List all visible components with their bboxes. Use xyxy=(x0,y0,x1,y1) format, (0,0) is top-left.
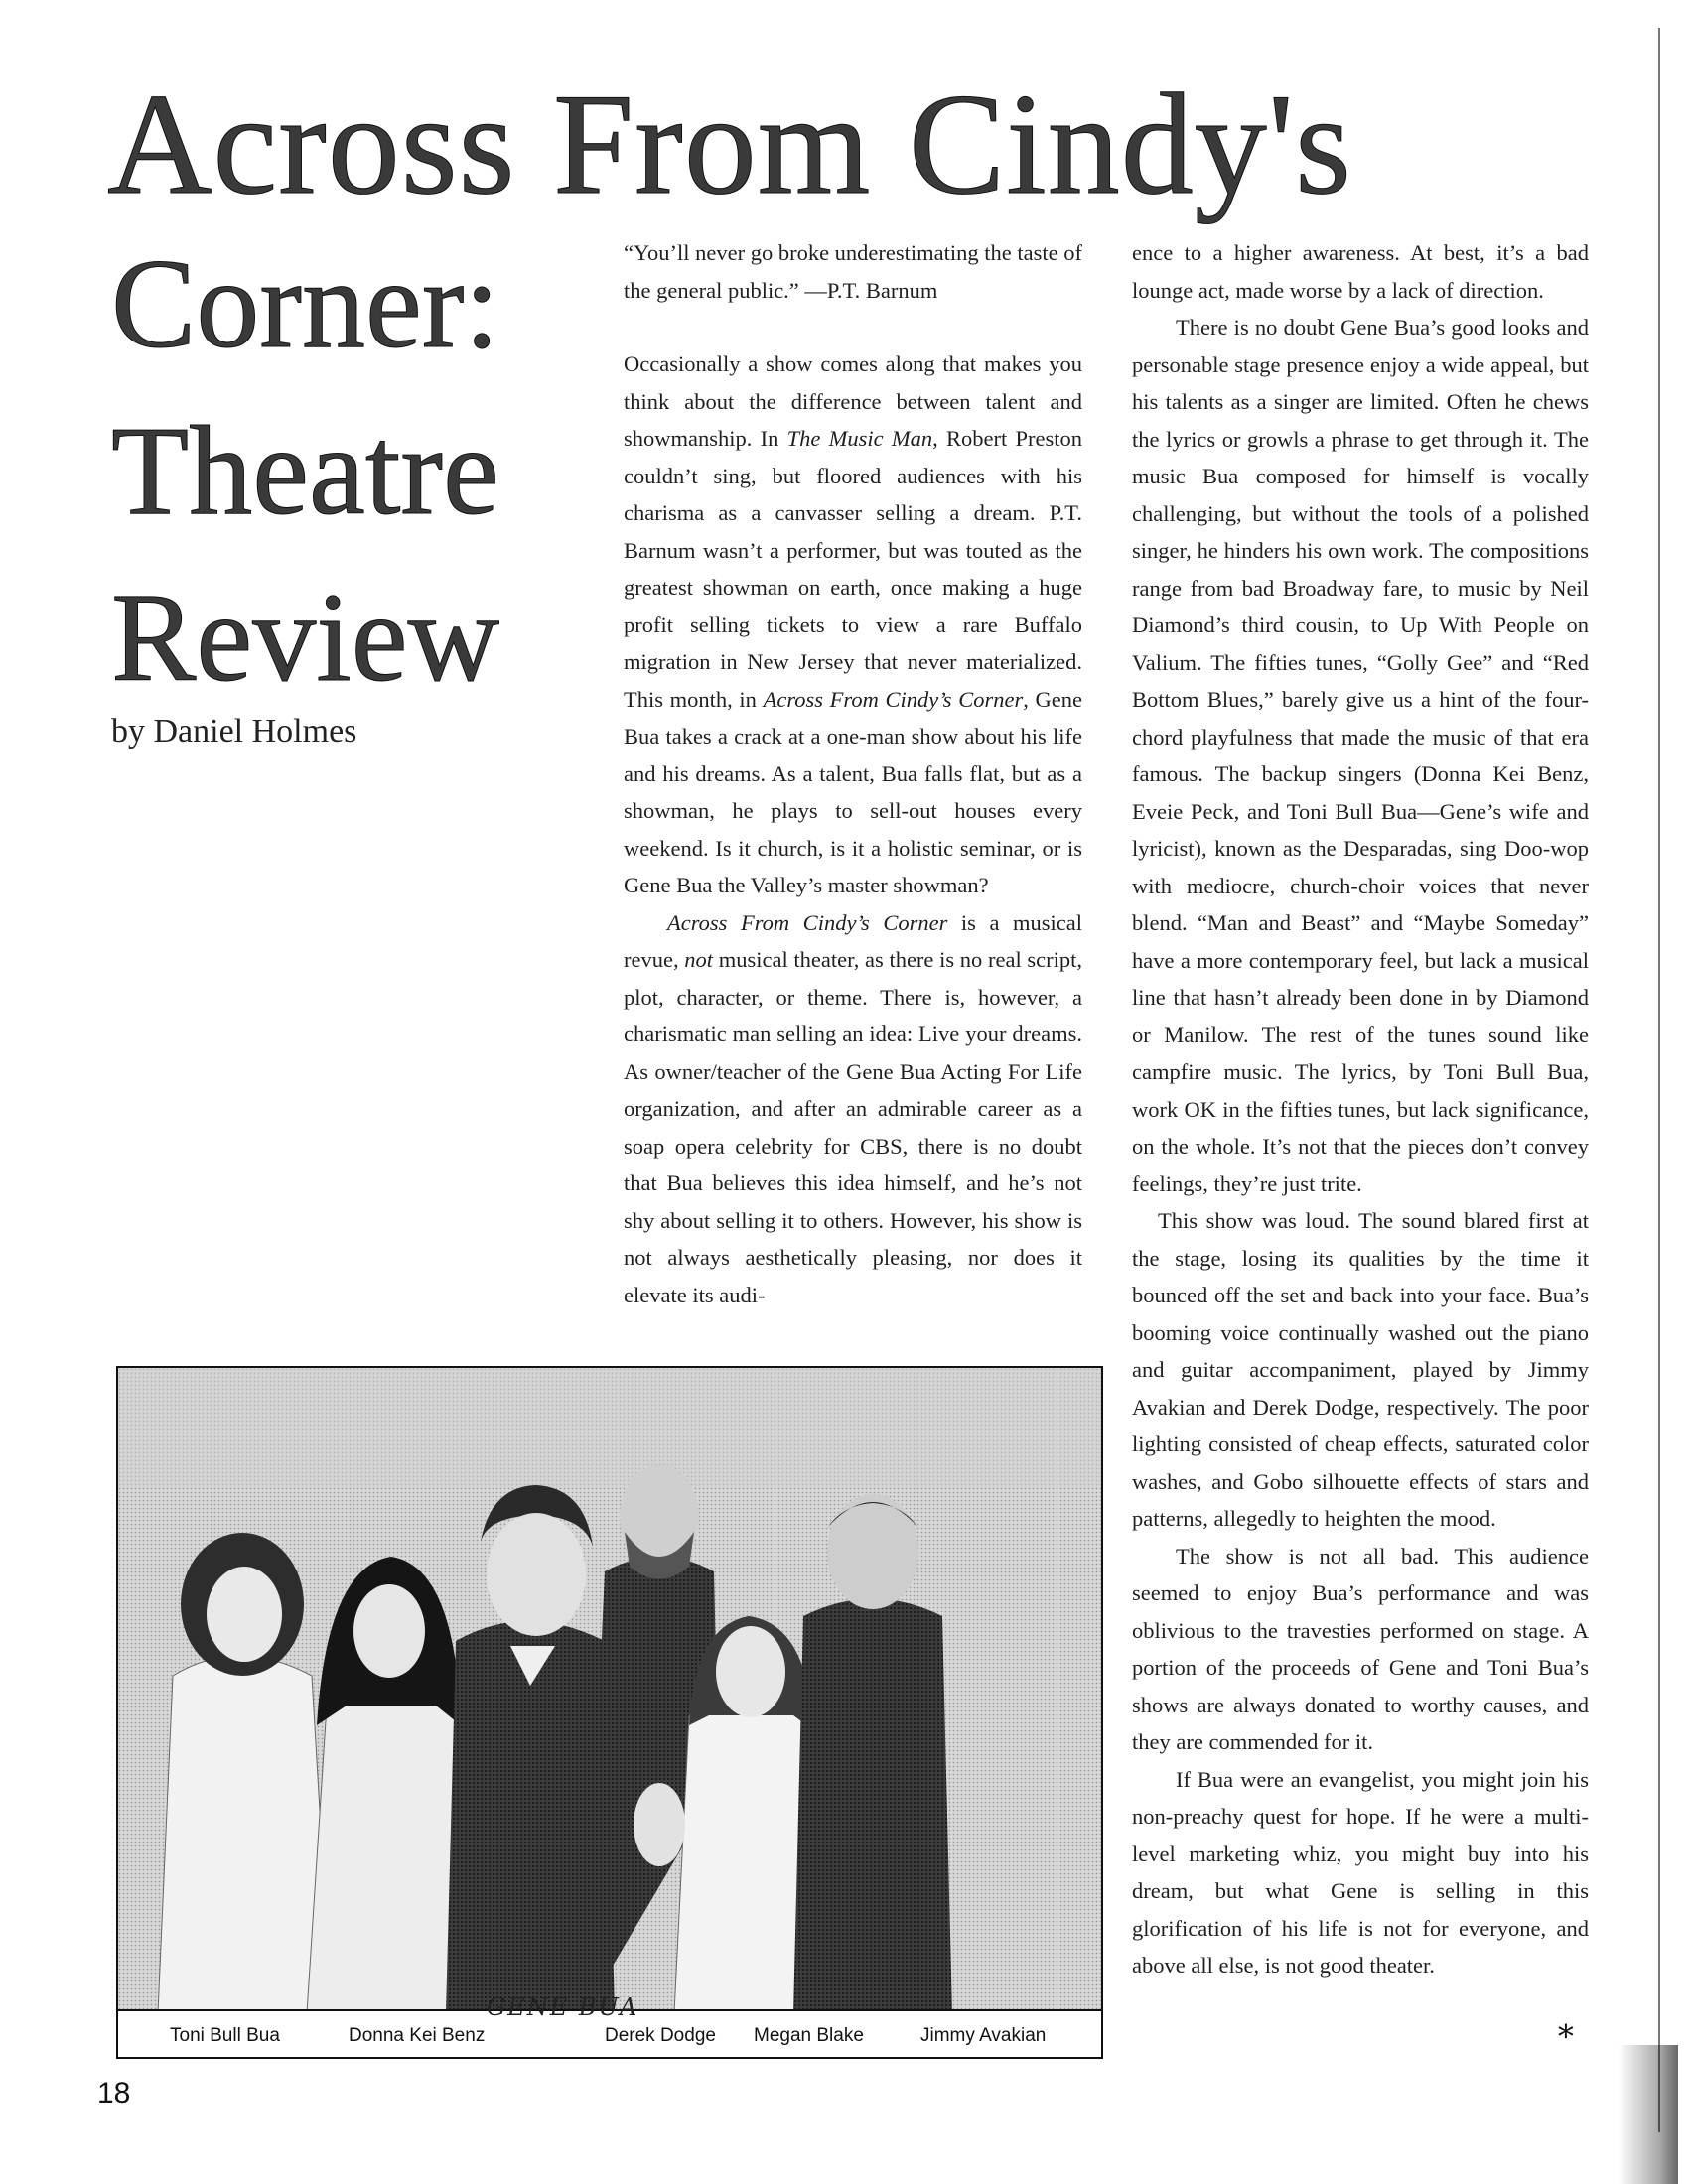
byline: by Daniel Holmes xyxy=(111,713,357,750)
end-mark: ∗ xyxy=(1555,2012,1577,2048)
cast-photo-illustration xyxy=(118,1368,1101,2013)
cast-photo xyxy=(116,1366,1103,2059)
page-edge-line xyxy=(1658,28,1660,2132)
caption-name-derek: Derek Dodge xyxy=(605,2025,716,2046)
headline-stack xyxy=(111,220,499,721)
paragraph-2: Across From Cindy’s Corner is a musical revue, not musical theater, as there is no real script, plot, character, or theme. There is, however, a charismatic man selling an idea: Live your dreams. As owner/teacher of the Gene Bua Acting For Life organization, and after an admirable career as a soap opera celebrity for CBS, there is no doubt that Bua believes this idea himself, and he’s not shy about selling it to others. However, his show is not always aesthetically pleasing, nor does it elevate its audi- xyxy=(624,909,1082,1307)
headline-line-1: Across From Cindy's xyxy=(107,64,1352,224)
headline-line-4: Review xyxy=(111,567,499,708)
article-column-3 xyxy=(1132,234,1589,1984)
caption-name-toni: Toni Bull Bua xyxy=(170,2025,280,2046)
page-number: 18 xyxy=(97,2077,131,2110)
caption-name-jimmy: Jimmy Avakian xyxy=(920,2025,1047,2046)
paragraph-7: If Bua were an evangelist, you might join his non-preachy quest for hope. If he were a multi-level marketing whiz, you might buy into his dream, but what Gene is selling in this glorification of his life is not for everyone, and above all else, is not good theater. xyxy=(1132,1766,1589,1978)
headline-line-2: Corner: xyxy=(111,233,499,374)
paragraph-3-cont: ence to a higher awareness. At best, it’s a bad lounge act, made worse by a lack of direction. xyxy=(1132,240,1589,303)
paragraph-6: The show is not all bad. This audience seemed to enjoy Bua’s performance and was oblivious to the travesties performed on stage. A portion of the proceeds of Gene and Toni Bua’s shows are always donated to worthy causes, and they are commended for it. xyxy=(1132,1543,1589,1754)
headline-line-3: Theatre xyxy=(111,400,499,541)
page-edge-shadow xyxy=(1619,2045,1678,2184)
article-column-2 xyxy=(624,234,1082,1313)
caption-name-megan: Megan Blake xyxy=(754,2025,864,2046)
paragraph-1: Occasionally a show comes along that makes you think about the difference between talent and showmanship. In The Music Man, Robert Preston couldn’t sing, but floored audiences with his charisma as a canvasser selling a dream. P.T. Barnum wasn’t a performer, but was touted as the greatest showman on earth, once making a huge profit selling tickets to view a rare Buffalo migration in New Jersey that never materialized. This month, in Across From Cindy’s Corner, Gene Bua takes a crack at a one-man show about his life and his dreams. As a talent, Bua falls flat, but as a showman, he plays to sell-out houses every weekend. Is it church, is it a holistic seminar, or is Gene Bua the Valley’s master showman? xyxy=(624,351,1082,897)
epigraph: “You’ll never go broke underestimating the taste of the general public.” —P.T. Barnum xyxy=(624,240,1082,303)
paragraph-4: There is no doubt Gene Bua’s good looks and personable stage presence enjoy a wide appeal, but his talents as a singer are limited. Often he chews the lyrics or growls a phrase to get through it. The music Bua composed for himself is vocally challenging, but without the tools of a polished singer, he hinders his own work. The compositions range from bad Broadway fare, to music by Neil Diamond’s third cousin, to Up With People on Valium. The fifties tunes, “Golly Gee” and “Red Bottom Blues,” barely give us a hint of the four-chord playfulness that made the music of that era famous. The backup singers (Donna Kei Benz, Eveie Peck, and Toni Bull Bua—Gene’s wife and lyricist), known as the Desparadas, sing Doo-wop with mediocre, church-choir voices that never blend. “Man and Beast” and “Maybe Someday” have a more contemporary feel, but lack a musical line that hasn’t already been done in by Diamond or Manilow. The rest of the tunes sound like campfire music. The lyrics, by Toni Bull Bua, work OK in the fifties tunes, but lack significance, on the whole. It’s not that the pieces don’t convey feelings, they’re just trite. xyxy=(1132,315,1589,1196)
caption-name-donna: Donna Kei Benz xyxy=(349,2025,486,2046)
paragraph-5: This show was loud. The sound blared first at the stage, losing its qualities by the time it bounced off the set and back into your face. Bua’s booming voice continually washed out the piano and guitar accompaniment, played by Jimmy Avakian and Derek Dodge, respectively. The poor lighting consisted of cheap effects, saturated color washes, and Gobo silhouette effects of stars and patterns, allegedly to heighten the mood. xyxy=(1132,1208,1589,1531)
caption-gene-bua: GENE BUA xyxy=(487,1993,639,2021)
